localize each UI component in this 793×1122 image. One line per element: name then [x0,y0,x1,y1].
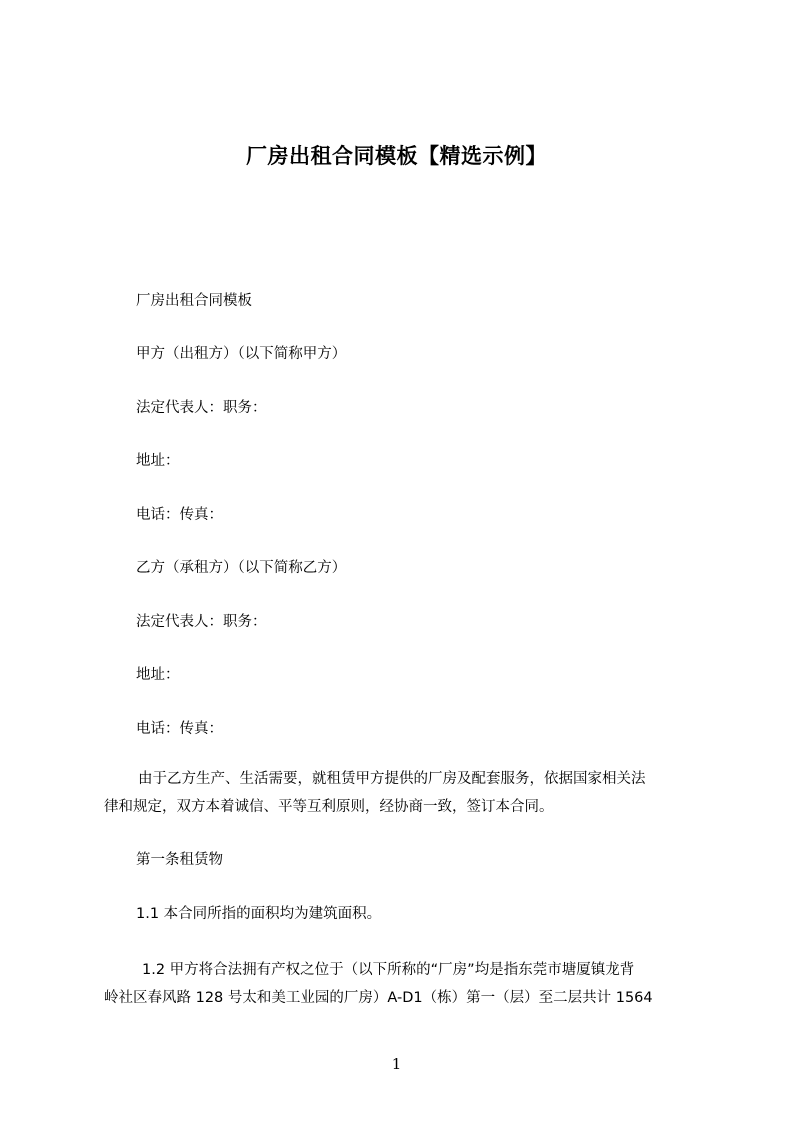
paragraph-intro-line-2: 律和规定，双方本着诚信、平等互利原则，经协商一致，签订本合同。 [104,799,554,815]
clause-1-2-line-1: 1.2 甲方将合法拥有产权之位于（以下所称的“厂房”均是指东莞市塘厦镇龙背 [142,962,635,978]
paragraph-party-a: 甲方（出租方）（以下简称甲方） [136,346,347,362]
document-title: 厂房出租合同模板【精选示例】 [246,144,547,168]
clause-1-2 [104,956,698,1012]
paragraph-intro-line-1: 由于乙方生产、生活需要，就租赁甲方提供的厂房及配套服务，依据国家相关法 [138,771,646,787]
paragraph-party-a-representative: 法定代表人：职务： [136,400,267,416]
paragraph-party-b: 乙方（承租方）（以下简称乙方） [136,560,347,576]
paragraph-party-a-phone: 电话：传真： [136,507,223,523]
paragraph-party-b-representative: 法定代表人：职务： [136,614,267,630]
page-number: 1 [391,1055,402,1073]
paragraph-party-a-address: 地址： [136,453,180,469]
paragraph-subtitle: 厂房出租合同模板 [136,293,252,309]
article-1-heading: 第一条租赁物 [136,852,223,868]
clause-1-1: 1.1 本合同所指的面积均为建筑面积。 [136,906,382,922]
clause-1-2-line-2: 岭社区春风路 128 号太和美工业园的厂房）A-D1（栋）第一（层）至二层共计 1564 [104,990,653,1006]
paragraph-intro [104,765,698,821]
paragraph-party-b-address: 地址： [136,667,180,683]
paragraph-party-b-phone: 电话：传真： [136,721,223,737]
